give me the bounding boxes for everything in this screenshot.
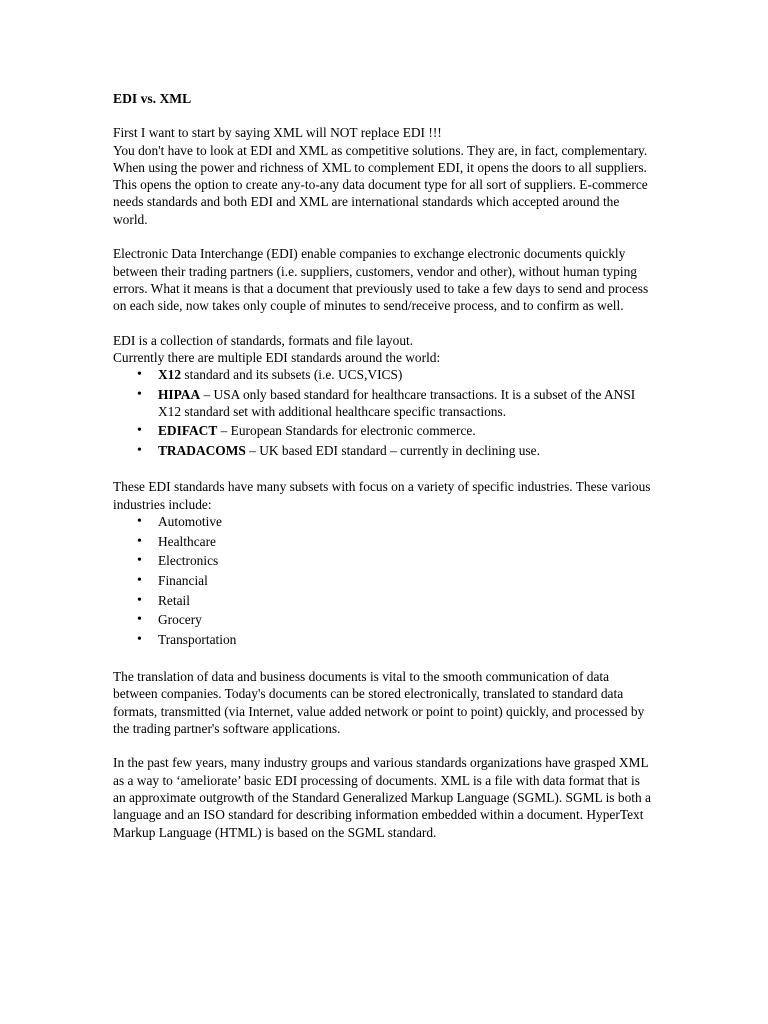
standard-description: standard and its subsets (i.e. UCS,VICS) <box>181 367 403 383</box>
standard-name: X12 <box>158 367 182 383</box>
standards-intro-line-1: EDI is a collection of standards, formats and file layout. <box>113 332 414 348</box>
standards-list <box>113 366 653 458</box>
industry-name: Electronics <box>158 553 219 569</box>
list-item <box>113 386 653 421</box>
list-item <box>113 533 653 550</box>
standard-name: EDIFACT <box>158 423 218 439</box>
standard-description: – USA only based standard for healthcare transactions. It is a subset of the ANSI X12 standard set with additional healthcare specific transactions. <box>158 386 636 420</box>
list-item <box>113 442 653 459</box>
list-item <box>113 572 653 589</box>
standard-name: HIPAA <box>158 386 201 402</box>
bullet-icon: • <box>137 367 142 383</box>
industry-name: Automotive <box>158 513 222 529</box>
bullet-icon: • <box>137 423 142 439</box>
industries-intro: These EDI standards have many subsets with focus on a variety of specific industries. These various industries include: <box>113 479 651 512</box>
industry-name: Healthcare <box>158 533 216 549</box>
bullet-icon: • <box>137 592 142 608</box>
industries-list <box>113 513 653 648</box>
paragraph-gap <box>113 315 653 332</box>
list-item <box>113 422 653 439</box>
industry-name: Grocery <box>158 612 202 628</box>
document-title: EDI vs. XML <box>113 91 192 106</box>
intro-line-1: First I want to start by saying XML will NOT replace EDI !!! <box>113 125 442 141</box>
translation-paragraph: The translation of data and business documents is vital to the smooth communication of data between companies. Today's documents can be stored electronically, translated to standard data formats, transmitted (via Internet, value added network or point to point) quickly, and processed by the trading partner's software applications. <box>113 668 645 736</box>
bullet-icon: • <box>137 612 142 628</box>
list-item <box>113 366 653 383</box>
paragraph-gap <box>113 461 653 478</box>
standards-intro-line-2: Currently there are multiple EDI standards around the world: <box>113 350 441 366</box>
edi-paragraph: Electronic Data Interchange (EDI) enable companies to exchange electronic documents quickly between their trading partners (i.e. suppliers, customers, vendor and other), without human typing errors. What it means is that a document that previously used to take a few days to send and process on each side, now takes only couple of minutes to send/receive process, and to confirm as well. <box>113 246 649 314</box>
standard-name: TRADACOMS <box>158 442 246 458</box>
paragraph-gap <box>113 737 653 754</box>
industry-name: Transportation <box>158 631 237 647</box>
bullet-icon: • <box>137 533 142 549</box>
list-item <box>113 513 653 530</box>
intro-line-3: When using the power and richness of XML to complement EDI, it opens the doors to all suppliers. This opens the option to create any-to-any data document type for all sort of suppliers. E-commerce needs standards and both EDI and XML are international standards which accepted around the world. <box>113 159 648 227</box>
intro-line-2: You don't have to look at EDI and XML as competitive solutions. They are, in fact, complementary. <box>113 142 648 158</box>
industry-name: Retail <box>158 592 190 608</box>
paragraph-gap <box>113 651 653 668</box>
list-item <box>113 611 653 628</box>
list-item <box>113 631 653 648</box>
xml-paragraph: In the past few years, many industry groups and various standards organizations have grasped XML as a way to ‘ameliorate’ basic EDI processing of documents. XML is a file with data format that is an approximate outgrowth of the Standard Generalized Markup Language (SGML). SGML is both a language and an ISO standard for describing information embedded within a document. HyperText Markup Language (HTML) is based on the SGML standard. <box>113 755 651 840</box>
bullet-icon: • <box>137 386 142 402</box>
bullet-icon: • <box>137 572 142 588</box>
list-item <box>113 592 653 609</box>
document-page <box>113 90 653 841</box>
bullet-icon: • <box>137 513 142 529</box>
industry-name: Financial <box>158 572 208 588</box>
paragraph-gap <box>113 228 653 245</box>
standard-description: – European Standards for electronic commerce. <box>217 423 476 439</box>
standard-description: – UK based EDI standard – currently in declining use. <box>245 442 540 458</box>
bullet-icon: • <box>137 631 142 647</box>
list-item <box>113 552 653 569</box>
bullet-icon: • <box>137 553 142 569</box>
bullet-icon: • <box>137 442 142 458</box>
